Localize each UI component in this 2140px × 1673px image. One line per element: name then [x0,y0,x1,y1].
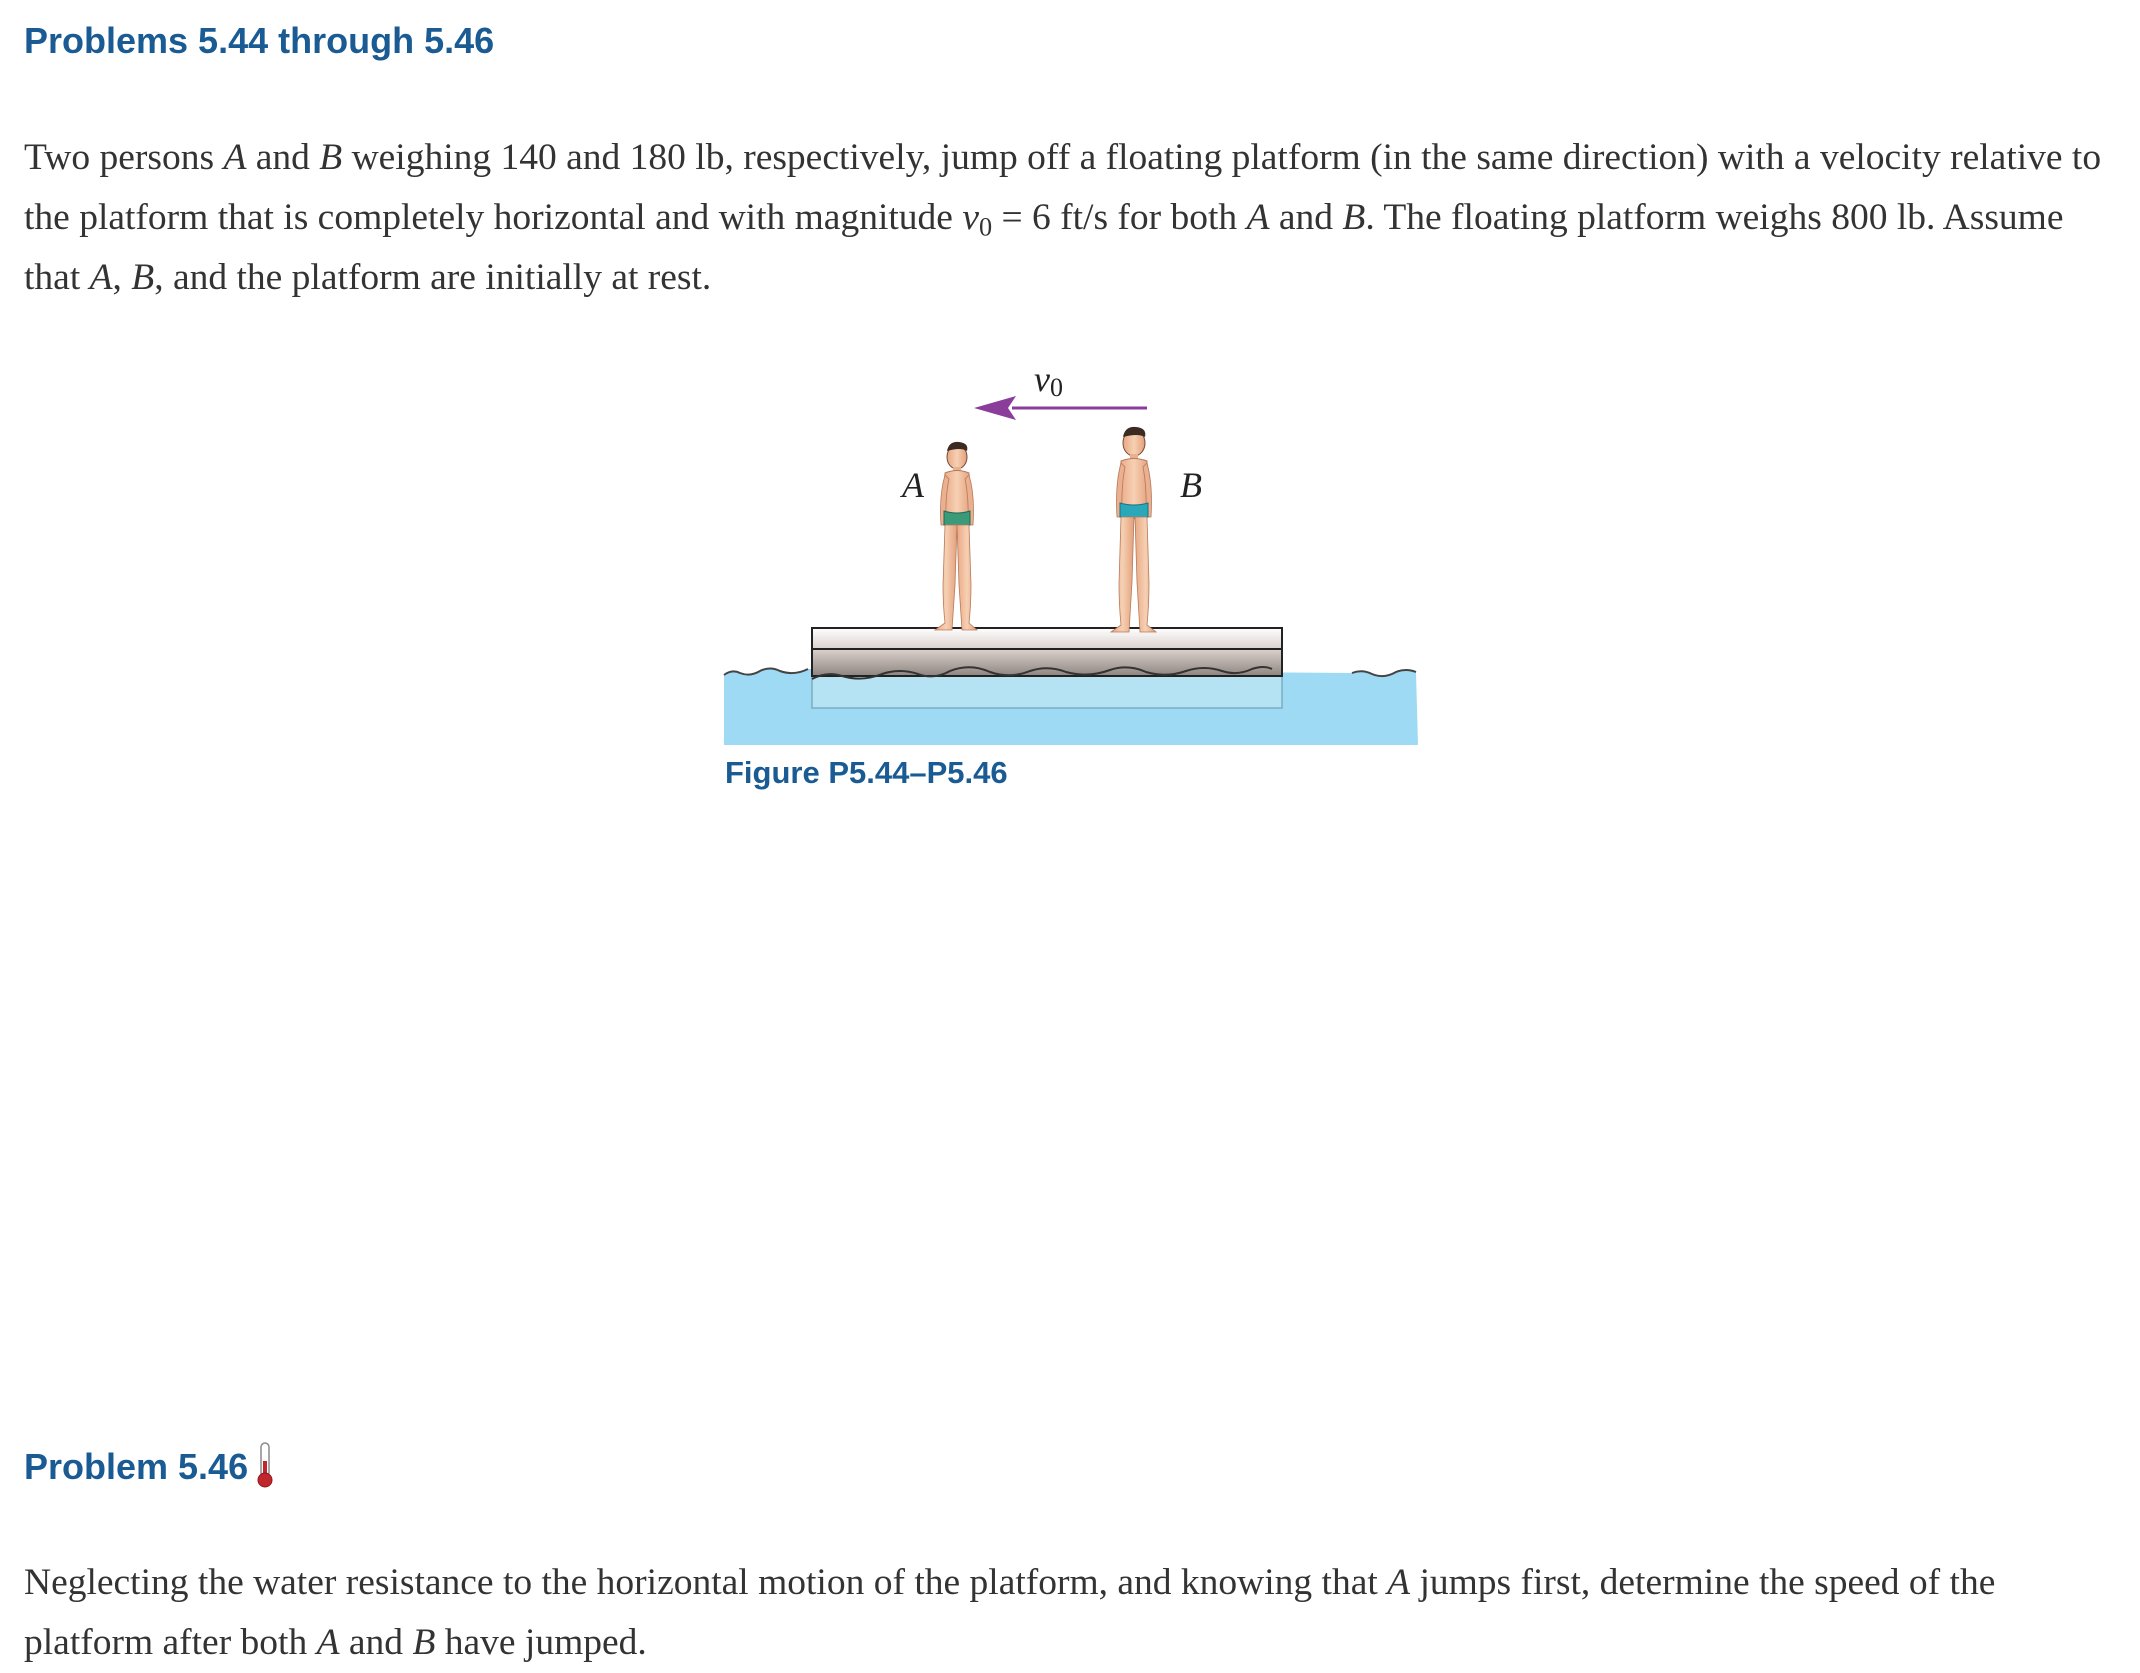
thermometer-icon [254,1441,276,1489]
platform-figure [722,355,1422,745]
platform-submerged [812,676,1282,708]
label-person-a: A [902,465,924,505]
problem-5-46-title: Problem 5.46 [24,1446,249,1487]
velocity-arrow-head [974,396,1016,420]
problem-question: Neglecting the water resistance to the horizontal motion of the platform, and knowing that A jumps first, determine the speed of the platform after both A and B have jumped. [24,1562,1996,1663]
label-person-b: B [1180,465,1202,505]
problems-heading: Problems 5.44 through 5.46 [24,20,495,61]
problem-5-46-heading [24,1441,276,1489]
velocity-label: v0 [1034,359,1063,402]
floating-platform [812,628,1282,679]
person-b [1111,427,1156,632]
figure-caption: Figure P5.44–P5.46 [725,755,1008,790]
person-a [935,442,977,630]
problem-statement: Two persons A and B weighing 140 and 180 lb, respectively, jump off a floating platform (in the same direction) with a velocity relative to the platform that is completely horizontal and with magnitude $v_0 = 6$ ft/s for both A and B. The floating platform weighs 800 lb. Assume that A, B, and the platform are initially at rest. [24,137,2102,298]
